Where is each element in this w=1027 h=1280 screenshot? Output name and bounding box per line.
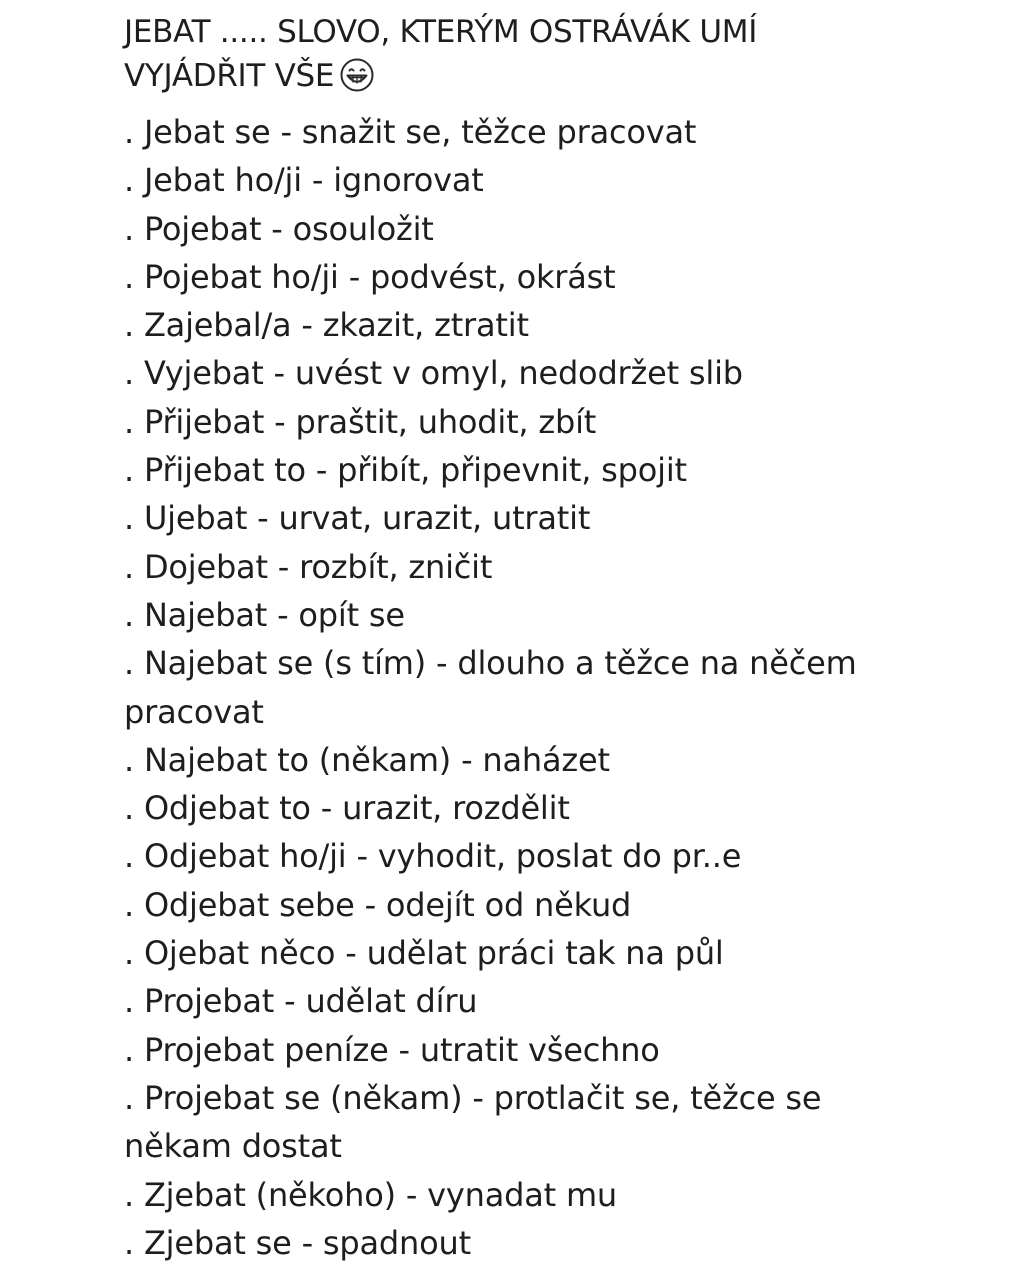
list-item: . Vyjebat - uvést v omyl, nedodržet slib — [124, 354, 743, 393]
list-item: . Jebat se - snažit se, těžce pracovat — [124, 113, 697, 151]
list-item: . Přijebat - praštit, uhodit, zbít — [124, 402, 597, 441]
list-item: . Zajebal/a - zkazit, ztratit — [124, 306, 529, 345]
list-item: . Pojebat - osouložit — [124, 209, 434, 248]
list-item: . Najebat - opít se — [124, 595, 405, 634]
title-line-1: JEBAT ..... SLOVO, KTERÝM OSTRÁVÁK UMÍ — [124, 14, 758, 50]
list-item: . Ojebat něco - udělat práci tak na půl — [124, 934, 724, 973]
title-line-2-text: VYJÁDŘIT VŠE — [124, 58, 335, 94]
list-item: . Odjebat ho/ji - vyhodit, poslat do pr..e — [124, 837, 742, 876]
list-item: . Jebat ho/ji - ignorovat — [124, 161, 484, 200]
list-item: . Odjebat sebe - odejít od někud — [124, 885, 632, 924]
list-item: . Ujebat - urvat, urazit, utratit — [124, 499, 591, 538]
list-item-continuation: pracovat — [124, 692, 264, 731]
list-item: . Najebat to (někam) - naházet — [124, 740, 610, 779]
list-item: . Zjebat (někoho) - vynadat mu — [124, 1175, 618, 1214]
list-item: . Projebat se (někam) - protlačit se, těžce se — [124, 1078, 822, 1117]
list-item: . Projebat peníze - utratit všechno — [124, 1030, 660, 1069]
list-item: . Projebat - udělat díru — [124, 982, 478, 1021]
grinning-face-icon — [340, 58, 374, 104]
title-line-2 — [124, 54, 984, 104]
list-item: . Zjebat se - spadnout — [124, 1223, 471, 1262]
list-item: . Odjebat to - urazit, rozdělit — [124, 789, 570, 828]
list-item: . Přijebat to - přibít, připevnit, spojit — [124, 451, 687, 490]
list-item: . Najebat se (s tím) - dlouho a těžce na něčem — [124, 644, 857, 683]
page-title — [124, 10, 984, 104]
list-item-continuation: někam dostat — [124, 1127, 342, 1166]
list-item: . Dojebat - rozbít, zničit — [124, 547, 493, 586]
list-item: . Pojebat ho/ji - podvést, okrást — [124, 257, 616, 296]
word-list — [124, 108, 984, 1267]
document — [124, 10, 984, 1267]
